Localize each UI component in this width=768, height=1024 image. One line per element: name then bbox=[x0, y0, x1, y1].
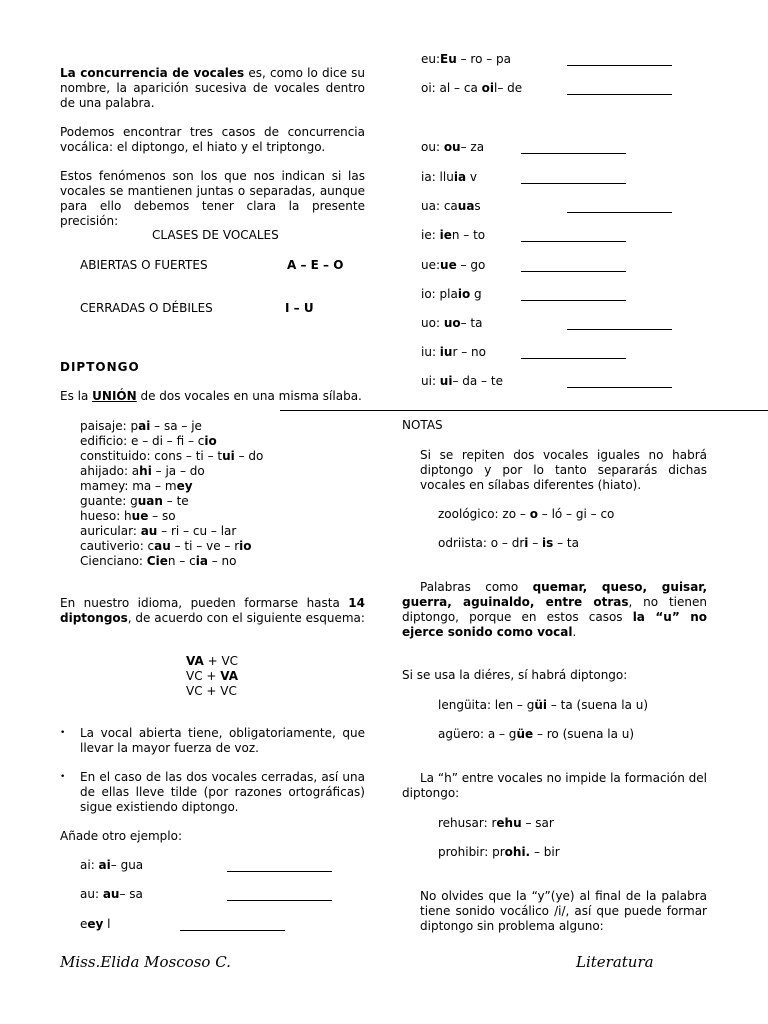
intro-title: La concurrencia de vocales bbox=[60, 66, 245, 80]
answer-blank[interactable] bbox=[567, 212, 672, 213]
vowel-scheme bbox=[186, 654, 238, 699]
closed-vowels-label: CERRADAS O DÉBILES bbox=[80, 301, 213, 315]
dieresis-note: Si se usa la diéres, sí habrá diptongo: bbox=[402, 668, 628, 682]
add-example-label: Añade otro ejemplo: bbox=[60, 829, 182, 843]
list-item: constituido: cons – ti – tui – do bbox=[80, 449, 264, 463]
union-word: UNIÓN bbox=[92, 389, 137, 403]
exercise-row: uo: uo– ta bbox=[421, 316, 483, 330]
answer-blank[interactable] bbox=[567, 94, 672, 95]
footer-subject: Literatura bbox=[576, 953, 654, 971]
bullet-icon: • bbox=[60, 728, 66, 738]
bullet-icon: • bbox=[60, 772, 66, 782]
exercise-row: iu: iur – no bbox=[421, 345, 486, 359]
list-item: mamey: ma – mey bbox=[80, 479, 193, 493]
answer-blank[interactable] bbox=[180, 930, 285, 931]
answer-blank[interactable] bbox=[521, 153, 626, 154]
phenomena-paragraph: Estos fenómenos son los que nos indican si las vocales se mantienen juntas o separadas, aunque para ello debemos tener clara la presente precisión: bbox=[60, 169, 365, 228]
rehusar-example: rehusar: rehu – sar bbox=[438, 816, 554, 830]
y-note: No olvides que la “y”(ye) al final de la palabra tiene sonido vocálico /i/, así que puede formar diptongo sin problema alguno: bbox=[420, 889, 707, 933]
answer-blank[interactable] bbox=[521, 241, 626, 242]
exercise-row: ui: ui– da – te bbox=[421, 374, 503, 388]
exercise-row: ai: ai– gua bbox=[80, 858, 144, 872]
answer-blank[interactable] bbox=[227, 900, 332, 901]
scheme-row: VC + VA bbox=[186, 669, 239, 683]
odriista-example: odriista: o – dri – is – ta bbox=[438, 536, 579, 550]
prohibir-example: prohibir: prohi. – bir bbox=[438, 845, 560, 859]
h-note: La “h” entre vocales no impide la formación del diptongo: bbox=[402, 771, 707, 800]
notes-paragraph-2: Palabras como quemar, queso, guisar, guerra, aguinaldo, entre otras, no tienen diptongo, porque en estos casos la “u” no ejerce sonido como vocal. bbox=[402, 580, 708, 639]
list-item: hueso: hue – so bbox=[80, 509, 176, 523]
cases-paragraph: Podemos encontrar tres casos de concurrencia vocálica: el diptongo, el hiato y el triptongo. bbox=[60, 125, 365, 154]
notes-title: NOTAS bbox=[402, 418, 443, 432]
answer-blank[interactable] bbox=[521, 300, 626, 301]
bullet-item-2: • En el caso de las dos vocales cerradas, así una de ellas lleve tilde (por razones ortográficas) sigue existiendo diptongo. bbox=[60, 770, 365, 814]
closed-vowels-value: I – U bbox=[285, 301, 314, 315]
list-item: Cienciano: Cien – cia – no bbox=[80, 554, 237, 568]
diptongo-definition: Es la UNIÓN de dos vocales en una misma sílaba. bbox=[60, 389, 362, 403]
notes-paragraph-1: Si se repiten dos vocales iguales no habrá diptongo y por lo tanto separarás dichas vocales en sílabas diferentes (hiato). bbox=[420, 448, 707, 492]
lenguita-example: lengüita: len – güi – ta (suena la u) bbox=[438, 698, 649, 712]
exercise-row: ua: cauas bbox=[421, 199, 481, 213]
divider-line bbox=[280, 410, 768, 411]
exercise-row: ue:ue – go bbox=[421, 258, 486, 272]
exercise-row: io: plaio g bbox=[421, 287, 482, 301]
exercise-row: ie: ien – to bbox=[421, 228, 486, 242]
scheme-row: VC + VC bbox=[186, 684, 237, 698]
list-item: ahijado: ahi – ja – do bbox=[80, 464, 205, 478]
intro-paragraph: La concurrencia de vocales es, como lo dice su nombre, la aparición sucesiva de vocales dentro de una palabra. bbox=[60, 66, 365, 110]
answer-blank[interactable] bbox=[567, 329, 672, 330]
open-vowels-value: A – E – O bbox=[287, 258, 344, 272]
diptongo-heading: DIPTONGO bbox=[60, 360, 140, 374]
fourteen-paragraph: En nuestro idioma, pueden formarse hasta 14 diptongos, de acuerdo con el siguiente esquema: bbox=[60, 596, 365, 625]
list-item: auricular: au – ri – cu – lar bbox=[80, 524, 237, 538]
list-item: cautiverio: cau – ti – ve – rio bbox=[80, 539, 252, 553]
exercise-row: au: au– sa bbox=[80, 887, 143, 901]
answer-blank[interactable] bbox=[567, 387, 672, 388]
exercise-row: oi: al – ca oil– de bbox=[421, 81, 523, 95]
zoologico-example: zoológico: zo – o – ló – gi – co bbox=[438, 507, 615, 521]
exercise-row: eu:Eu – ro – pa bbox=[421, 52, 512, 66]
footer-author: Miss.Elida Moscoso C. bbox=[60, 953, 231, 971]
list-item: paisaje: pai – sa – je bbox=[80, 419, 202, 433]
exercise-row: eey l bbox=[80, 917, 111, 931]
examples-list bbox=[80, 419, 263, 569]
exercise-row: ou: ou– za bbox=[421, 140, 485, 154]
bullet-item-1: • La vocal abierta tiene, obligatoriamente, que llevar la mayor fuerza de voz. bbox=[60, 726, 365, 755]
answer-blank[interactable] bbox=[567, 65, 672, 66]
answer-blank[interactable] bbox=[521, 271, 626, 272]
answer-blank[interactable] bbox=[521, 183, 626, 184]
open-vowels-label: ABIERTAS O FUERTES bbox=[80, 258, 208, 272]
vowel-classes-title: CLASES DE VOCALES bbox=[152, 228, 279, 242]
list-item: guante: guan – te bbox=[80, 494, 189, 508]
exercise-row: ia: lluia v bbox=[421, 170, 477, 184]
scheme-row: VA + VC bbox=[186, 654, 239, 668]
list-item: edificio: e – di – fi – cio bbox=[80, 434, 217, 448]
answer-blank[interactable] bbox=[521, 358, 626, 359]
answer-blank[interactable] bbox=[227, 871, 332, 872]
aguero-example: agüero: a – güe – ro (suena la u) bbox=[438, 727, 635, 741]
